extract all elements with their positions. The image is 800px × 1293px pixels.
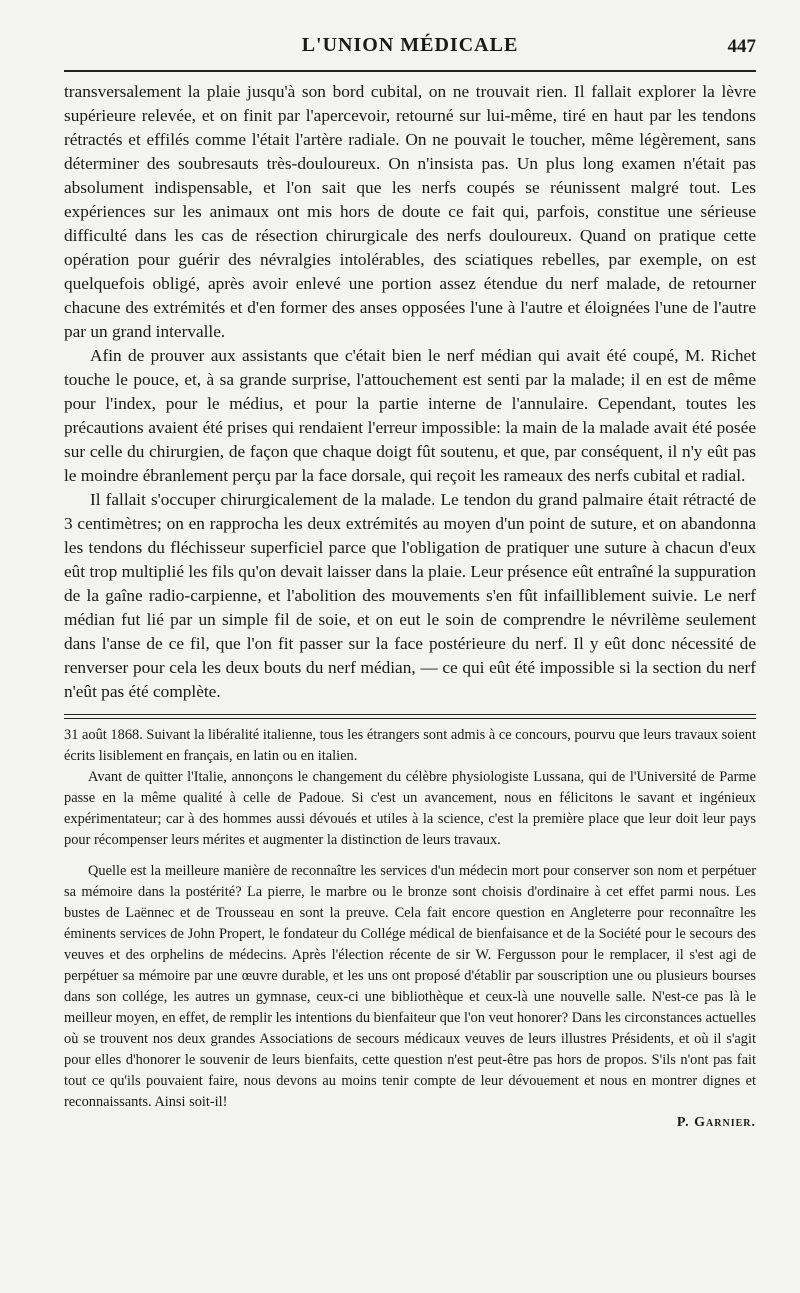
page-number: 447 bbox=[727, 36, 756, 57]
main-article bbox=[64, 80, 756, 704]
paragraph-3: Il fallait s'occuper chirurgicalement de la malade. Le tendon du grand palmaire était rétracté de 3 centimètres; on en rapprocha les deux extrémités au moyen d'un point de suture, et on abandonna les tendons du fléchisseur superficiel parce que l'obligation de pratiquer une suture à chacun d'eux eût trop multiplié les fils qu'on devait laisser dans la plaie. Leur présence eût entraîné la suppuration de la gaîne radio-carpienne, et l'abolition des mouvements s'en fût infailliblement suivie. Le nerf médian fut lié par un simple fil de soie, et on eut le soin de comprendre le névrilème seulement dans l'anse de ce fil, que l'on fit passer sur la face postérieure du nerf. Il y eût donc nécessité de renverser pour cela les deux bouts du nerf médian, — ce qui eût été impossible si la section du nerf n'eût pas été complète. bbox=[64, 490, 756, 701]
paragraph-2: Afin de prouver aux assistants que c'était bien le nerf médian qui avait été coupé, M. Richet touche le pouce, et, à sa grande surprise, l'attouchement est senti par la malade; il en est de même pour l'index, pour le médius, et pour la partie interne de l'annulaire. Cependant, toutes les précautions avaient été prises qui rendaient l'erreur impossible: la main de la malade avait été posée sur celle du chirurgien, de façon que chaque doigt fût soutenu, et que, par conséquent, il n'y eût pas le moindre ébranlement perçu par la face dorsale, qui reçoit les rameaux des nerfs cubital et radial. bbox=[64, 346, 756, 485]
section-divider bbox=[64, 714, 756, 719]
author-signature: P. Garnier. bbox=[676, 1115, 756, 1130]
note-paragraph-1: 31 août 1868. Suivant la libéralité italienne, tous les étrangers sont admis à ce concours, pourvu que leurs travaux soient écrits lisiblement en français, en latin ou en italien. bbox=[64, 727, 756, 764]
header-rule bbox=[64, 70, 756, 72]
paragraph-1: transversalement la plaie jusqu'à son bord cubital, on ne trouvait rien. Il fallait explorer la lèvre supérieure relevée, et on finit par l'apercevoir, retourné sur lui-même, tiré en haut par les tendons rétractés et effilés comme l'était l'artère radiale. On ne pouvait le toucher, même légèrement, sans déterminer des soubresauts très-douloureux. On n'insista pas. Un plus long examen n'était pas absolument indispensable, et l'on sait que les nerfs coupés se réunissent malgré tout. Les expériences sur les animaux ont mis hors de doute ce fait qui, parfois, constitue une sérieuse difficulté dans les cas de résection chirurgicale des nerfs douloureux. Quand on pratique cette opération pour guérir des névralgies intolérables, des sciatiques rebelles, par exemple, on est quelquefois obligé, après avoir enlevé une portion assez étendue du nerf malade, de retourner chacune des extrémités et d'en former des anses opposées l'une à l'autre et éloignées l'une de l'autre par un grand intervalle. bbox=[64, 82, 756, 341]
running-title: L'UNION MÉDICALE bbox=[301, 34, 519, 56]
feuilleton-notes bbox=[64, 725, 756, 1131]
note-paragraph-2: Avant de quitter l'Italie, annonçons le changement du célèbre physiologiste Lussana, qui de l'Université de Parme passe en la même qualité à celle de Padoue. Si c'est un avancement, nous en félicitons le savant et ingénieux expérimentateur; car à des hommes aussi dévoués et utiles à la science, c'est la première place que leur doit leur pays pour récompenser leurs mérites et augmenter la distinction de leurs travaux. bbox=[64, 769, 756, 848]
note-paragraph-3: Quelle est la meilleure manière de reconnaître les services d'un médecin mort pour conserver son nom et perpétuer sa mémoire dans la postérité? La pierre, le marbre ou le bronze sont choisis d'ordinaire à cet effet parmi nous. Les bustes de Laënnec et de Trousseau en sont la preuve. Cela fait encore question en Angleterre pour reconnaître les éminents services de John Propert, le fondateur du Collége médical de bienfaisance et de la Société pour le secours des veuves et des orphelins de médecins. Après l'élection récente de sir W. Fergusson pour le remplacer, il s'est agi de perpétuer sa mémoire par une œuvre durable, et les uns ont proposé d'établir par souscription une ou plusieurs bourses dans son collége, les autres un gymnase, ceux-ci une bibliothèque et ceux-là une nouvelle salle. N'est-ce pas là le meilleur moyen, en effet, de remplir les intentions du bienfaiteur que l'on veut honorer? Dans les circonstances actuelles où se trouvent nos deux grandes Associations de secours médicaux veuves de leurs illustres Présidents, et où il s'agit pour elles d'honorer le souvenir de leurs bienfaits, cette question n'est peut-être pas hors de propos. S'ils n'ont pas fait tout ce qu'ils pouvaient faire, nous devons au moins tenir compte de leur dévouement et nous en montrer dignes et reconnaissants. Ainsi soit-il! bbox=[64, 863, 756, 1110]
document-page bbox=[64, 30, 756, 1131]
page-header bbox=[64, 30, 756, 64]
